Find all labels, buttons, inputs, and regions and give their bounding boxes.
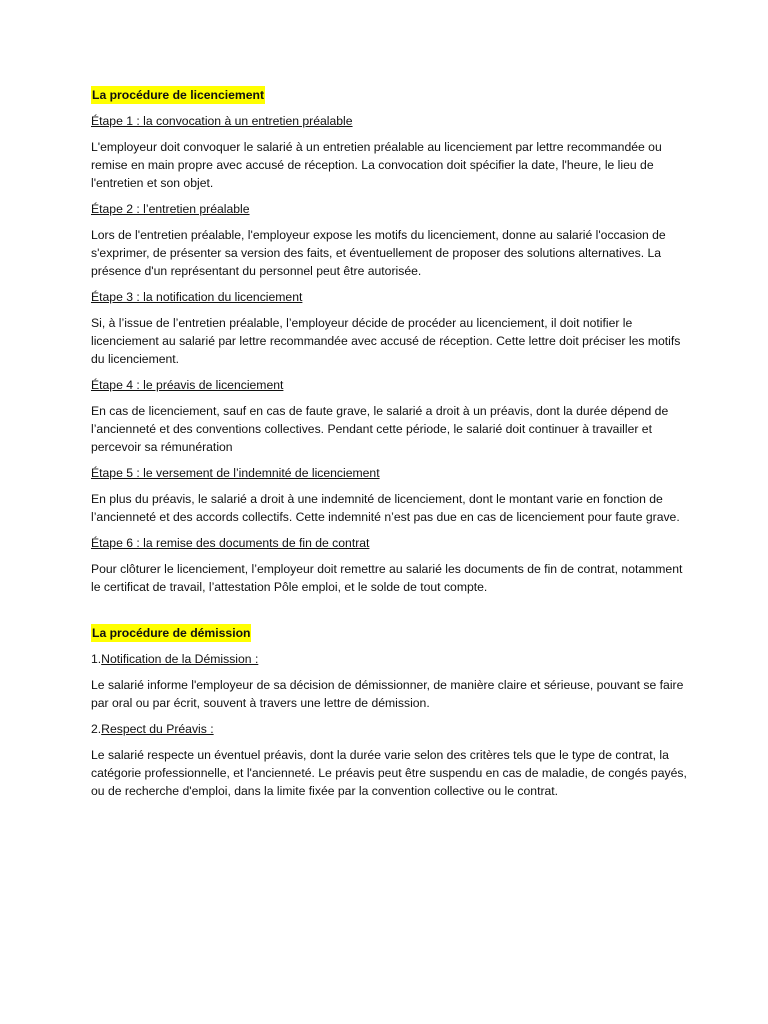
- licenciement-step-5-title: Étape 5 : le versement de l’indemnité de licenciement: [91, 466, 380, 480]
- licenciement-step-3-title: Étape 3 : la notification du licenciement: [91, 290, 303, 304]
- licenciement-step-6-title: Étape 6 : la remise des documents de fin de contrat: [91, 536, 370, 550]
- licenciement-step-4-title: Étape 4 : le préavis de licenciement: [91, 378, 284, 392]
- demission-step-2-heading: [91, 720, 691, 738]
- demission-step-2-text: Le salarié respecte un éventuel préavis, dont la durée varie selon des critères tels que le type de contrat, la catégorie professionnelle, et l'ancienneté. Le préavis peut être suspendu en cas de maladie, de congés payés, ou de recherche d'emploi, dans la limite fixée par la convention collective ou le contrat.: [91, 748, 687, 798]
- demission-step-2-number: 2.: [91, 722, 102, 736]
- licenciement-step-5-text: En plus du préavis, le salarié a droit à une indemnité de licenciement, dont le montant varie en fonction de l’ancienneté et des accords collectifs. Cette indemnité n’est pas due en cas de licenciement pour faute grave.: [91, 492, 680, 524]
- demission-step-1-heading: [91, 650, 691, 668]
- licenciement-step-2-text: Lors de l'entretien préalable, l'employeur expose les motifs du licenciement, donne au salarié l'occasion de s'exprimer, de présenter sa version des faits, et éventuellement de proposer des solutions alternatives. La présence d'un représentant du personnel peut être autorisée.: [91, 228, 666, 278]
- licenciement-step-2-title: Étape 2 : l’entretien préalable: [91, 202, 250, 216]
- demission-section: [91, 624, 691, 642]
- demission-step-1-number: 1.: [91, 652, 102, 666]
- licenciement-step-1-title: Étape 1 : la convocation à un entretien préalable: [91, 114, 353, 128]
- demission-step-1-text: Le salarié informe l'employeur de sa décision de démissionner, de manière claire et sérieuse, pouvant se faire par oral ou par écrit, souvent à travers une lettre de démission.: [91, 678, 684, 710]
- document-page: [91, 86, 691, 800]
- demission-step-1-title: Notification de la Démission :: [101, 652, 259, 666]
- licenciement-title: La procédure de licenciement: [92, 88, 265, 102]
- licenciement-step-3-text: Si, à l’issue de l’entretien préalable, l’employeur décide de procéder au licenciement, il doit notifier le licenciement au salarié par lettre recommandée avec accusé de réception. Cette lettre doit préciser les motifs du licenciement.: [91, 316, 681, 366]
- licenciement-step-1-text: L'employeur doit convoquer le salarié à un entretien préalable au licenciement par lettre recommandée ou remise en main propre avec accusé de réception. La convocation doit spécifier la date, l'heure, le lieu de l'entretien et son objet.: [91, 140, 662, 190]
- licenciement-section: [91, 86, 691, 104]
- licenciement-step-4-text: En cas de licenciement, sauf en cas de faute grave, le salarié a droit à un préavis, dont la durée dépend de l’ancienneté et des conventions collectives. Pendant cette période, le salarié doit continuer à travailler et percevoir sa rémunération: [91, 404, 669, 454]
- demission-step-2-title: Respect du Préavis :: [101, 722, 214, 736]
- demission-title: La procédure de démission: [92, 626, 251, 640]
- licenciement-step-6-text: Pour clôturer le licenciement, l’employeur doit remettre au salarié les documents de fin de contrat, notamment le certificat de travail, l’attestation Pôle emploi, et le solde de tout compte.: [91, 562, 683, 594]
